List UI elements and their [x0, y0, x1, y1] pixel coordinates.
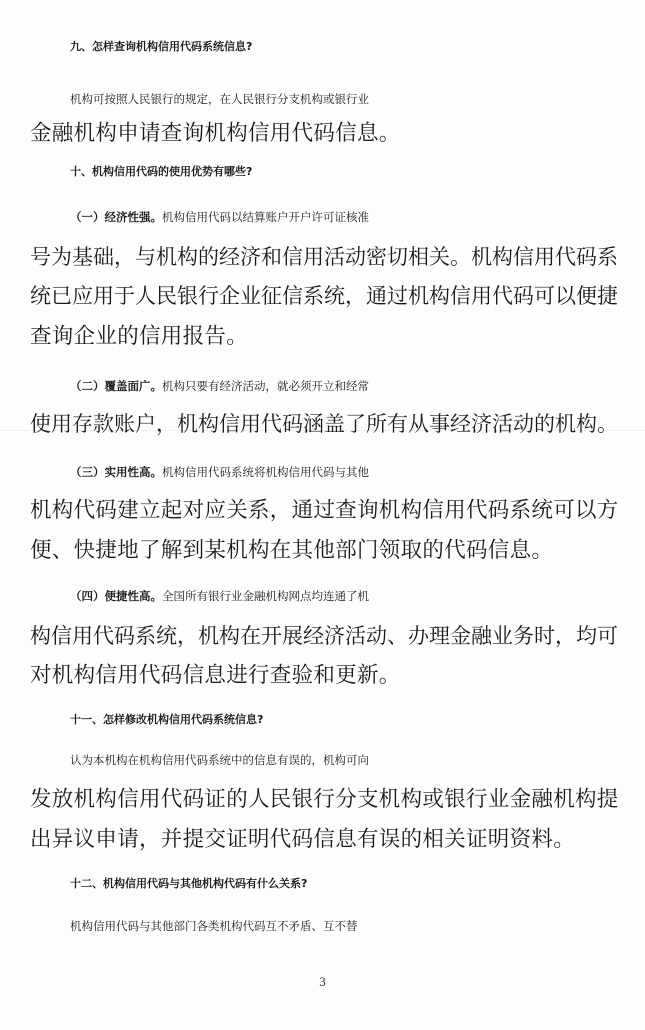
- paragraph-line: 金融机构申请查询机构信用代码信息。: [30, 121, 401, 146]
- paragraph-line: 查询企业的信用报告。: [30, 324, 249, 349]
- paragraph-line: 对机构信用代码信息进行查验和更新。: [30, 663, 401, 688]
- paragraph-line: [70, 458, 645, 486]
- paragraph-text: 机构信用代码以结算账户开户许可证核准: [162, 210, 369, 224]
- heading-11: 十一、怎样修改机构信用代码系统信息?: [70, 713, 264, 726]
- paragraph-line: [70, 372, 645, 400]
- paragraph-text: 机构只要有经济活动，就必须开立和经常: [162, 379, 369, 393]
- lead-phrase-4: （四）便捷性高。: [70, 589, 162, 603]
- heading-12: 十二、机构信用代码与其他机构代码有什么关系?: [70, 877, 308, 890]
- paragraph-line: 机构信用代码与其他部门各类机构代码互不矛盾、互不替: [70, 919, 358, 933]
- paragraph-line: 出异议申请，并提交证明代码信息有误的相关证明资料。: [30, 827, 576, 852]
- heading-10: 十、机构信用代码的使用优势有哪些?: [70, 165, 253, 178]
- paragraph-line: 号为基础，与机构的经济和信用活动密切相关。机构信用代码系: [30, 245, 618, 269]
- paragraph-line: 便、快捷地了解到某机构在其他部门领取的代码信息。: [30, 538, 554, 563]
- paragraph-line: 认为本机构在机构信用代码系统中的信息有误的，机构可向: [70, 753, 369, 767]
- paragraph-line: 机构可按照人民银行的规定，在人民银行分支机构或银行业: [70, 92, 369, 106]
- paragraph-line: 统已应用于人民银行企业征信系统，通过机构信用代码可以便捷: [30, 284, 618, 308]
- lead-phrase-2: （二）覆盖面广。: [70, 379, 162, 393]
- heading-9: 九、怎样查询机构信用代码系统信息?: [70, 40, 253, 53]
- paragraph-line: 机构代码建立起对应关系，通过查询机构信用代码系统可以方: [30, 498, 619, 523]
- paragraph-text: 全国所有银行业金融机构网点均连通了机: [162, 589, 369, 603]
- lead-phrase-3: （三）实用性高。: [70, 465, 162, 479]
- paragraph-line: 使用存款账户，机构信用代码涵盖了所有从事经济活动的机构。: [30, 412, 618, 436]
- page-number: 3: [319, 974, 326, 989]
- paragraph-line: [70, 582, 645, 610]
- lead-phrase-1: （一）经济性强。: [70, 210, 162, 224]
- paragraph-text: 机构信用代码系统将机构信用代码与其他: [162, 465, 369, 479]
- paragraph-line: 发放机构信用代码证的人民银行分支机构或银行业金融机构提: [30, 787, 619, 812]
- paragraph-line: 构信用代码系统，机构在开展经济活动、办理金融业务时，均可: [30, 624, 618, 648]
- paragraph-line: [70, 203, 645, 231]
